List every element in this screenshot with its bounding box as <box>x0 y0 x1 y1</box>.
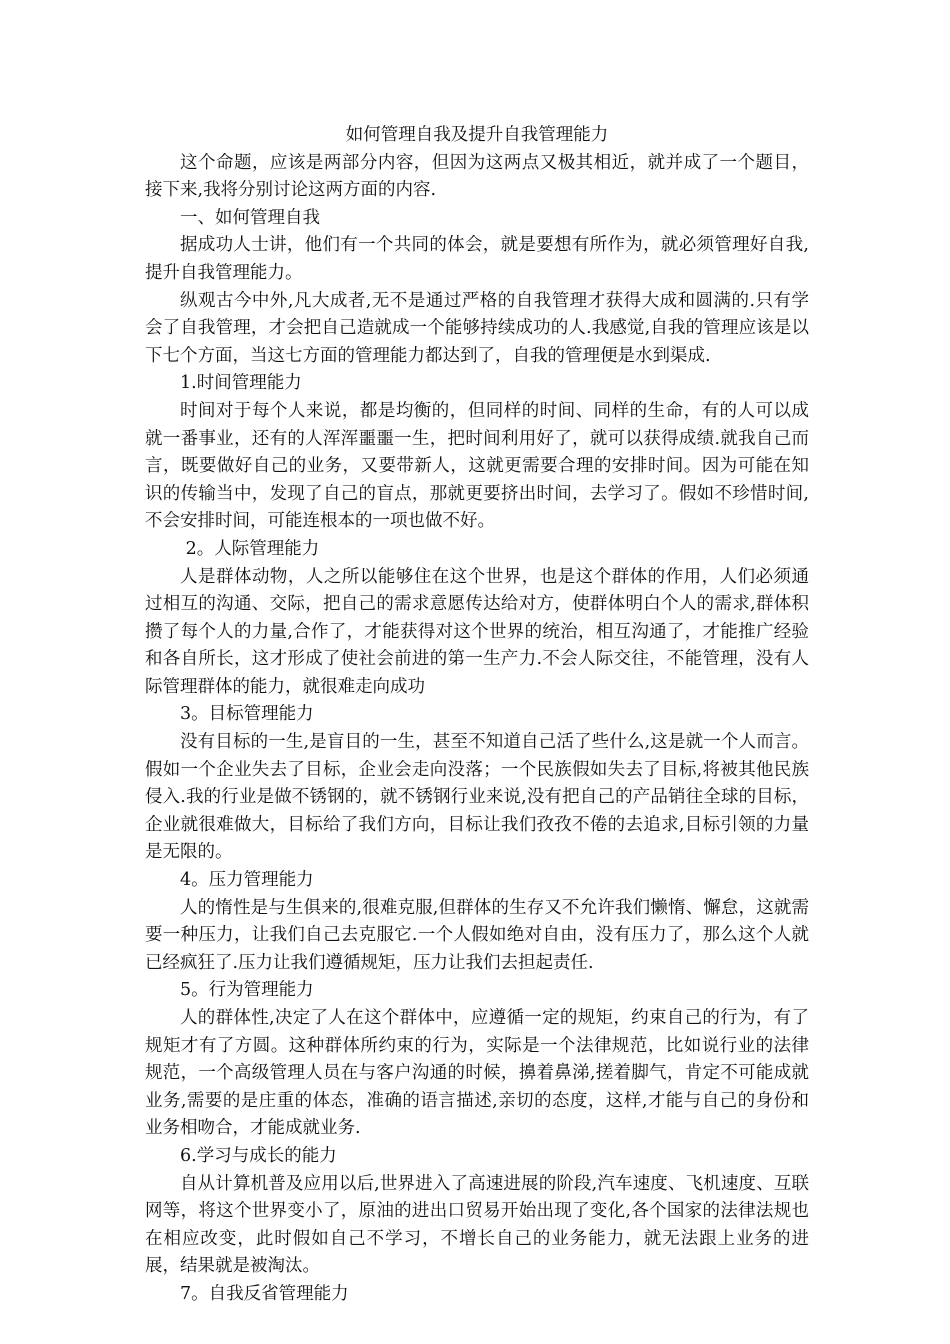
subheading-time-management: 1.时间管理能力 <box>180 373 302 394</box>
subheading-pressure-management: 4。压力管理能力 <box>180 870 314 891</box>
body-paragraph: 据成功人士讲，他们有一个共同的体会，就是要想有所作为，就必须管理好自我,提升自我管理能力。 <box>145 235 809 283</box>
subheading-learning-growth: 6.学习与成长的能力 <box>180 1145 337 1166</box>
body-paragraph: 人的群体性,决定了人在这个群体中，应遵循一定的规矩，约束自己的行为，有了规矩才有了方圆。这种群体所约束的行为，实际是一个法律规范，比如说行业的法律规范，一个高级管理人员在与客户沟通的时候，擤着鼻涕,搓着脚气，肯定不可能成就业务,需要的是庄重的体态，准确的语言描述,亲切的态度，这样,才能与自己的身份和业务相吻合，才能成就业务. <box>145 1008 809 1139</box>
document-title: 如何管理自我及提升自我管理能力 <box>345 125 609 145</box>
body-paragraph: 自从计算机普及应用以后,世界进入了高速进展的阶段,汽车速度、飞机速度、互联网等，将这个世界变小了，原油的进出口贸易开始出现了变化,各个国家的法律法规也在相应改变，此时假如自己不学习，不增长自己的业务能力，就无法跟上业务的进展，结果就是被淘汰。 <box>145 1173 809 1277</box>
document-page <box>145 122 809 1309</box>
subheading-interpersonal-management: 2。人际管理能力 <box>180 538 320 559</box>
body-paragraph: 没有目标的一生,是盲目的一生，甚至不知道自己活了些什么,这是就一个人而言。假如一个企业失去了目标，企业会走向没落；一个民族假如失去了目标,将被其他民族侵入.我的行业是做不锈钢的，就不锈钢行业来说,没有把自己的产品销往全球的目标，企业就很难做大，目标给了我们方向，目标让我们孜孜不倦的去追求,目标引领的力量是无限的。 <box>145 732 809 863</box>
subheading-behavior-management: 5。行为管理能力 <box>180 980 314 1001</box>
body-paragraph: 人的惰性是与生俱来的,很难克服,但群体的生存又不允许我们懒惰、懈怠，这就需要一种压力，让我们自己去克服它.一个人假如绝对自由，没有压力了，那么这个人就已经疯狂了.压力让我们遵循规矩，压力让我们去担起责任. <box>145 897 809 973</box>
body-paragraph: 人是群体动物，人之所以能够住在这个世界，也是这个群体的作用，人们必须通过相互的沟通、交际，把自己的需求意愿传达给对方，使群体明白个人的需求,群体积攒了每个人的力量,合作了，才能获得对这个世界的统治，相互沟通了，才能推广经验和各自所长，这才形成了使社会前进的第一生产力.不会人际交往，不能管理，没有人际管理群体的能力，就很难走向成功 <box>145 566 809 697</box>
subheading-goal-management: 3。目标管理能力 <box>180 704 314 725</box>
body-paragraph: 纵观古今中外,凡大成者,无不是通过严格的自我管理才获得大成和圆满的.只有学会了自我管理，才会把自己造就成一个能够持续成功的人.我感觉,自我的管理应该是以下七个方面，当这七方面的管理能力都达到了，自我的管理便是水到渠成. <box>145 290 809 366</box>
body-paragraph: 时间对于每个人来说，都是均衡的，但同样的时间、同样的生命，有的人可以成就一番事业，还有的人浑浑噩噩一生，把时间利用好了，就可以获得成绩.就我自己而言，既要做好自己的业务，又要带新人，这就更需要合理的安排时间。因为可能在知识的传输当中，发现了自己的盲点，那就更要挤出时间，去学习了。假如不珍惜时间,不会安排时间，可能连根本的一项也做不好。 <box>145 400 809 532</box>
intro-paragraph: 这个命题，应该是两部分内容，但因为这两点又极其相近，就并成了一个题目，接下来,我将分别讨论这两方面的内容. <box>145 152 809 201</box>
section-heading-manage-self: 一、如何管理自我 <box>180 207 320 228</box>
subheading-self-reflection: 7。自我反省管理能力 <box>180 1283 349 1304</box>
